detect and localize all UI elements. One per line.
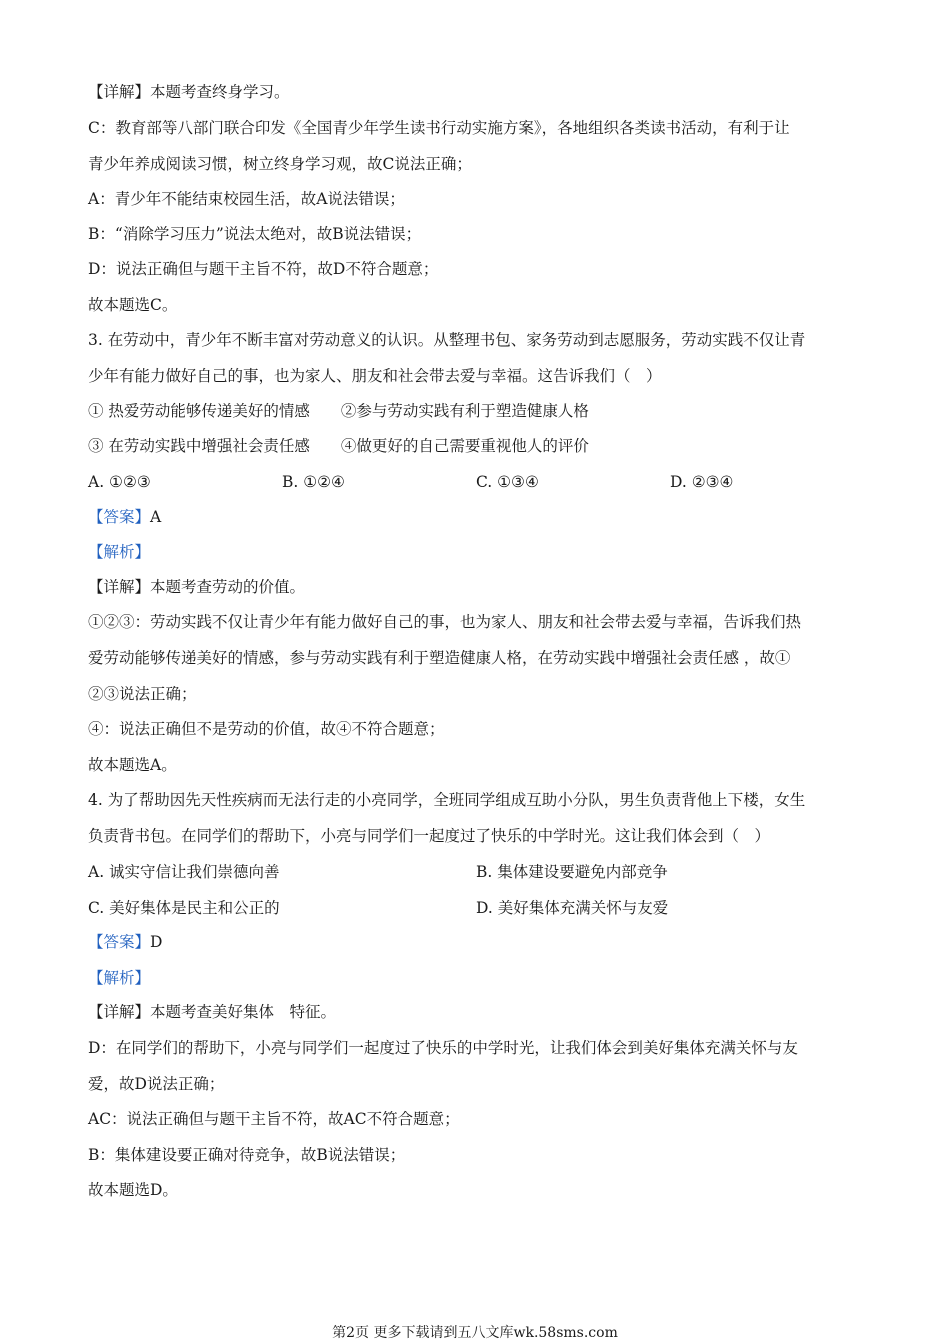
conclusion-line: 故本题选D。 (88, 1181, 178, 1199)
conclusion-line: 故本题选A。 (88, 756, 177, 774)
statement-line: ③ 在劳动实践中增强社会责任感 ④做更好的自己需要重视他人的评价 (88, 437, 589, 455)
option-a: A. 诚实守信让我们崇德向善 (88, 863, 280, 881)
explanation-line: C：教育部等八部门联合印发《全国青少年学生读书行动实施方案》，各地组织各类读书活动，有利于让 (88, 119, 790, 137)
detail-line: 【详解】本题考查美好集体 特征。 (88, 1003, 337, 1021)
explanation-line: B：集体建设要正确对待竞争，故B说法错误； (88, 1146, 406, 1164)
answer-value: D (150, 933, 163, 951)
question-stem: 3. 在劳动中，青少年不断丰富对劳动意义的认识。从整理书包、家务劳动到志愿服务，劳动实践不仅让青 (88, 331, 806, 349)
option-c: C. ①③④ (476, 473, 539, 491)
statement-line: ① 热爱劳动能够传递美好的情感 ②参与劳动实践有利于塑造健康人格 (88, 402, 589, 420)
answer-label: 【答案】 (88, 933, 151, 951)
question-stem: 负责背书包。在同学们的帮助下，小亮与同学们一起度过了快乐的中学时光。这让我们体会到（ ） (88, 827, 771, 845)
question-stem: 少年有能力做好自己的事，也为家人、朋友和社会带去爱与幸福。这告诉我们（ ） (88, 367, 662, 385)
explanation-line: ①②③：劳动实践不仅让青少年有能力做好自己的事，也为家人、朋友和社会带去爱与幸福，告诉我们热 (88, 613, 802, 631)
explanation-line: D：在同学们的帮助下，小亮与同学们一起度过了快乐的中学时光，让我们体会到美好集体充满关怀与友 (88, 1039, 798, 1057)
option-a: A. ①②③ (88, 473, 151, 491)
option-b: B. 集体建设要避免内部竞争 (476, 863, 668, 881)
option-d: D. 美好集体充满关怀与友爱 (476, 899, 669, 917)
option-d: D. ②③④ (670, 473, 734, 491)
analysis-label: 【解析】 (88, 969, 151, 987)
answer-line (88, 932, 162, 952)
option-b: B. ①②④ (282, 473, 345, 491)
answer-line (88, 507, 161, 527)
explanation-line: ②③说法正确； (88, 685, 197, 703)
explanation-line: A：青少年不能结束校园生活，故A说法错误； (88, 190, 405, 208)
answer-label: 【答案】 (88, 508, 151, 526)
explanation-line: D：说法正确但与题干主旨不符，故D不符合题意； (88, 260, 439, 278)
explanation-line: AC：说法正确但与题干主旨不符，故AC不符合题意； (88, 1110, 460, 1128)
explanation-line: 爱，故D说法正确； (88, 1075, 225, 1093)
detail-line: 【详解】本题考查劳动的价值。 (88, 578, 306, 596)
explanation-line: ④：说法正确但不是劳动的价值，故④不符合题意； (88, 720, 445, 738)
detail-line: 【详解】本题考查终身学习。 (88, 83, 290, 101)
explanation-line: B：“消除学习压力”说法太绝对，故B说法错误； (88, 225, 422, 243)
page-footer: 第2页 更多下载请到五八文库wk.58sms.com (332, 1325, 618, 1341)
conclusion-line: 故本题选C。 (88, 296, 178, 314)
explanation-line: 青少年养成阅读习惯，树立终身学习观，故C说法正确； (88, 155, 472, 173)
explanation-line: 爱劳动能够传递美好的情感，参与劳动实践有利于塑造健康人格，在劳动实践中增强社会责任感 ，故① (88, 649, 791, 667)
answer-value: A (150, 508, 162, 526)
option-c: C. 美好集体是民主和公正的 (88, 899, 280, 917)
question-stem: 4. 为了帮助因先天性疾病而无法行走的小亮同学，全班同学组成互助小分队，男生负责背他上下楼，女生 (88, 791, 806, 809)
analysis-label: 【解析】 (88, 543, 151, 561)
